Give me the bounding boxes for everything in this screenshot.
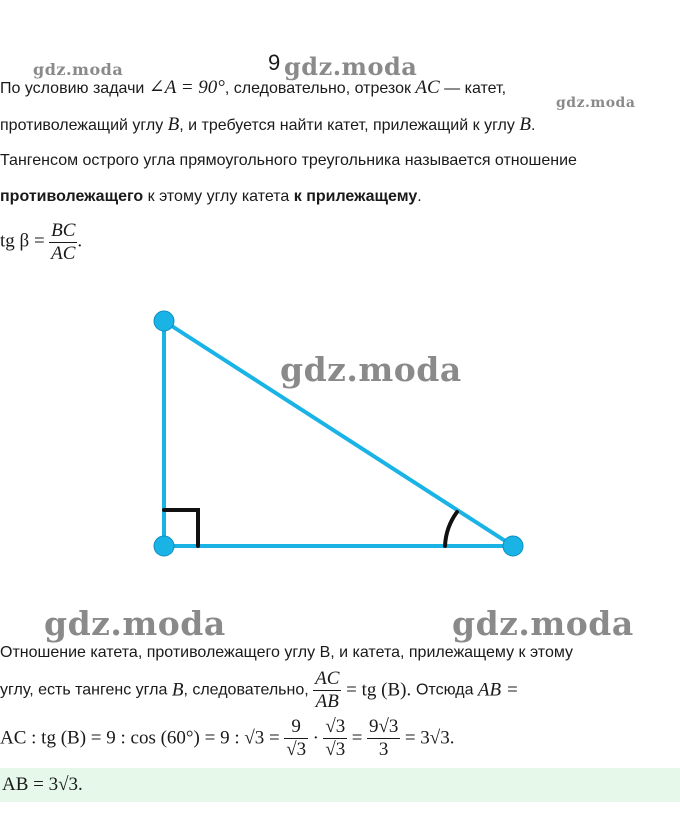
answer-text: AB = 3√3.: [2, 774, 83, 795]
watermark: gdz.moda: [556, 95, 636, 111]
solution-line: AC : tg (B) = 9 : cos (60°) = 9 : √3 = $\frac{9}{√3}$ · $\frac{√3}{√3}$ = $\frac{9√3}{3}$ = 3√3.: [0, 716, 455, 760]
tangent-formula: tg β = $\frac{BC}{AC}$ .: [0, 220, 83, 264]
paragraph-line: противолежащий углу B, и требуется найти катет, прилежащий к углу B.: [0, 114, 536, 135]
watermark: gdz.moda: [452, 604, 634, 643]
watermark: gdz.moda: [44, 604, 226, 643]
vertex-point: [503, 536, 523, 556]
solution-line: углу, есть тангенс угла B, следовательно, $\frac{AC}{AB}$ = tg (B). Отсюда AB =: [0, 668, 519, 712]
watermark: gdz.moda: [33, 60, 124, 79]
angle-arc: [445, 512, 457, 546]
solution-line: Отношение катета, противолежащего углу B, и катета, прилежащему к этому: [0, 644, 574, 661]
vertex-point: [154, 311, 174, 331]
definition-line: противолежащего к этому углу катета к прилежащему.: [0, 188, 422, 205]
vertex-point: [154, 536, 174, 556]
watermark: gdz.moda: [284, 52, 418, 81]
problem-number: 9: [268, 50, 281, 75]
watermark: gdz.moda: [280, 350, 462, 389]
paragraph-line: По условию задачи ∠A = 90°, следовательно, отрезок AC — катет,: [0, 77, 507, 98]
answer-box: [0, 768, 680, 802]
definition-line: Тангенсом острого угла прямоугольного треугольника называется отношение: [0, 152, 577, 169]
